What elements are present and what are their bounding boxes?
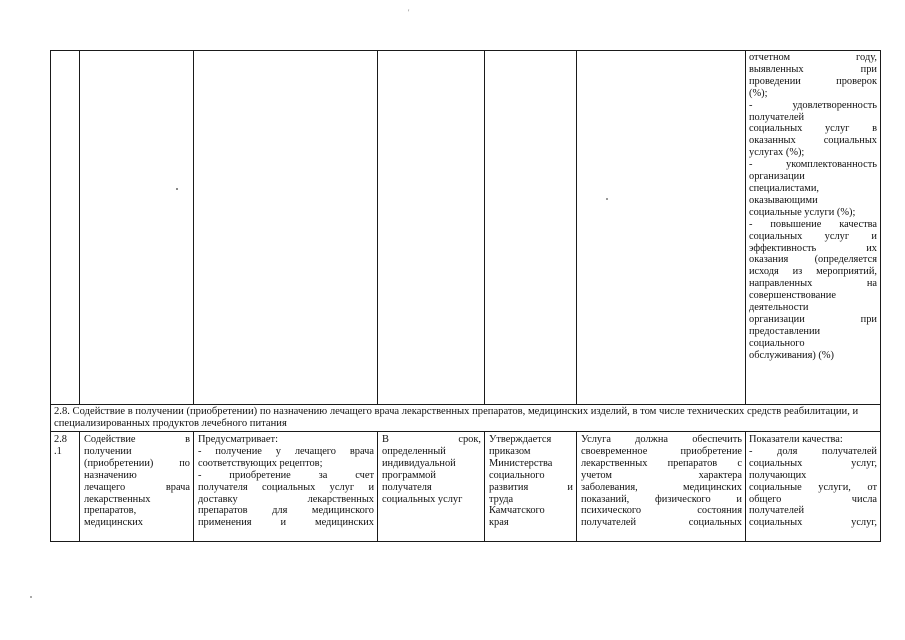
text-line: заболевания, медицинских: [581, 481, 742, 493]
text-line: применения и медицинских: [198, 517, 374, 529]
text-line: своевременное приобретение: [581, 445, 742, 457]
col-divider: [50, 50, 51, 542]
text-line: труда: [489, 493, 514, 505]
col-divider: [484, 50, 485, 404]
col-divider: [484, 431, 485, 542]
text-line: социального: [489, 469, 545, 481]
service-description-cell: [198, 434, 374, 529]
row-number-cell: [54, 434, 78, 458]
text-line: проведении проверок: [749, 75, 877, 87]
text-line: социальных услуг: [382, 493, 463, 505]
text-line: (%);: [749, 87, 768, 99]
text-line: деятельности: [749, 302, 809, 314]
text-line: препаратов для медицинского: [198, 505, 374, 517]
text-line: края: [489, 517, 509, 529]
text-line: исходя из мероприятий,: [749, 266, 877, 278]
text-line: психического состояния: [581, 505, 742, 517]
text-line: оказанных социальных: [749, 135, 877, 147]
text-line: оказания (определяется: [749, 254, 877, 266]
col-divider: [193, 50, 194, 404]
text-line: услугах (%);: [749, 147, 805, 159]
table-bottom-border: [50, 541, 881, 542]
text-line: социальных услуг,: [749, 517, 877, 529]
text-line: социальных услуг и: [749, 230, 877, 242]
text-line: показаний, физического и: [581, 493, 742, 505]
text-line: лекарственных: [84, 493, 151, 505]
text-line: учетом характера: [581, 469, 742, 481]
col-divider: [79, 50, 80, 404]
text-line: индивидуальной: [382, 457, 456, 469]
service-term-cell: [382, 434, 481, 505]
col-divider: [79, 431, 80, 542]
text-line: - укомплектованность: [749, 159, 877, 171]
quality-indicators-cell: [749, 434, 877, 529]
text-line: В срок,: [382, 434, 481, 445]
text-line: - доля получателей: [749, 445, 877, 457]
text-line: - приобретение за счет: [198, 469, 374, 481]
text-line: получателей: [749, 111, 805, 123]
text-line: Утверждается: [489, 434, 552, 445]
service-conditions-cell: [581, 434, 742, 529]
text-line: общего числа: [749, 493, 877, 505]
text-line: совершенствование: [749, 290, 836, 302]
text-line: (приобретении) по: [84, 457, 190, 469]
text-line: социальных услуг,: [749, 457, 877, 469]
col-divider: [377, 431, 378, 542]
text-line: направленных на: [749, 278, 877, 290]
scan-speck: [30, 596, 32, 598]
row-divider: [50, 431, 881, 432]
text-line: приказом: [489, 445, 531, 457]
text-line: назначению: [84, 469, 137, 481]
text-line: медицинских: [84, 517, 143, 529]
row-divider: [50, 404, 881, 405]
text-line: предоставлении: [749, 325, 821, 337]
text-line: Показатели качества:: [749, 434, 843, 445]
text-line: отчетном году,: [749, 52, 877, 63]
text-line: препаратов,: [84, 505, 137, 517]
text-line: 2.8: [54, 434, 67, 445]
text-line: получающих: [749, 469, 807, 481]
text-line: организации: [749, 171, 805, 183]
text-line: - повышение качества: [749, 218, 877, 230]
service-name-cell: [84, 434, 190, 529]
text-line: соответствующих рецептов;: [198, 457, 323, 469]
text-line: Министерства: [489, 457, 553, 469]
service-tariff-cell: [489, 434, 573, 529]
text-line: - получение у лечащего врача: [198, 445, 374, 457]
text-line: выявленных при: [749, 63, 877, 75]
text-line: оказывающими: [749, 194, 818, 206]
text-line: получении: [84, 445, 132, 457]
section-heading: 2.8. Содействие в получении (приобретении) по назначению лечащего врача лекарственных препаратов, медицинских изделий, в том числе технических средств реабилитации, и специализированных продуктов лечебного питания: [54, 406, 859, 429]
col-divider: [745, 50, 746, 404]
col-divider: [745, 431, 746, 542]
text-line: социальных услуг в: [749, 123, 877, 135]
text-line: Предусматривает:: [198, 434, 278, 445]
text-line: Камчатского: [489, 505, 545, 517]
col-divider: [576, 431, 577, 542]
page-mark: ': [408, 8, 410, 17]
indicators-cell-continued: [749, 52, 877, 362]
text-line: специалистами,: [749, 182, 819, 194]
text-line: программой: [382, 469, 436, 481]
col-divider: [377, 50, 378, 404]
text-line: развития и: [489, 481, 573, 493]
text-line: социальные услуги, от: [749, 481, 877, 493]
table-top-border: [50, 50, 881, 51]
text-line: получателя социальных услуг и: [198, 481, 374, 493]
text-line: лечащего врача: [84, 481, 190, 493]
text-line: обслуживания) (%): [749, 349, 834, 361]
text-line: доставку лекарственных: [198, 493, 374, 505]
text-line: эффективность их: [749, 242, 877, 254]
col-divider: [576, 50, 577, 404]
text-line: определенный: [382, 445, 446, 457]
col-divider: [880, 50, 881, 542]
text-line: получателей социальных: [581, 517, 742, 529]
text-line: социальные услуги (%);: [749, 206, 856, 218]
text-line: социального: [749, 337, 805, 349]
text-line: организации при: [749, 313, 877, 325]
text-line: Услуга должна обеспечить: [581, 434, 742, 445]
text-line: получателя: [382, 481, 432, 493]
col-divider: [193, 431, 194, 542]
text-line: лекарственных препаратов с: [581, 457, 742, 469]
text-line: Содействие в: [84, 434, 190, 445]
text-line: получателей: [749, 505, 805, 517]
text-line: .1: [54, 445, 62, 457]
text-line: - удовлетворенность: [749, 99, 877, 111]
services-table: [50, 50, 881, 542]
